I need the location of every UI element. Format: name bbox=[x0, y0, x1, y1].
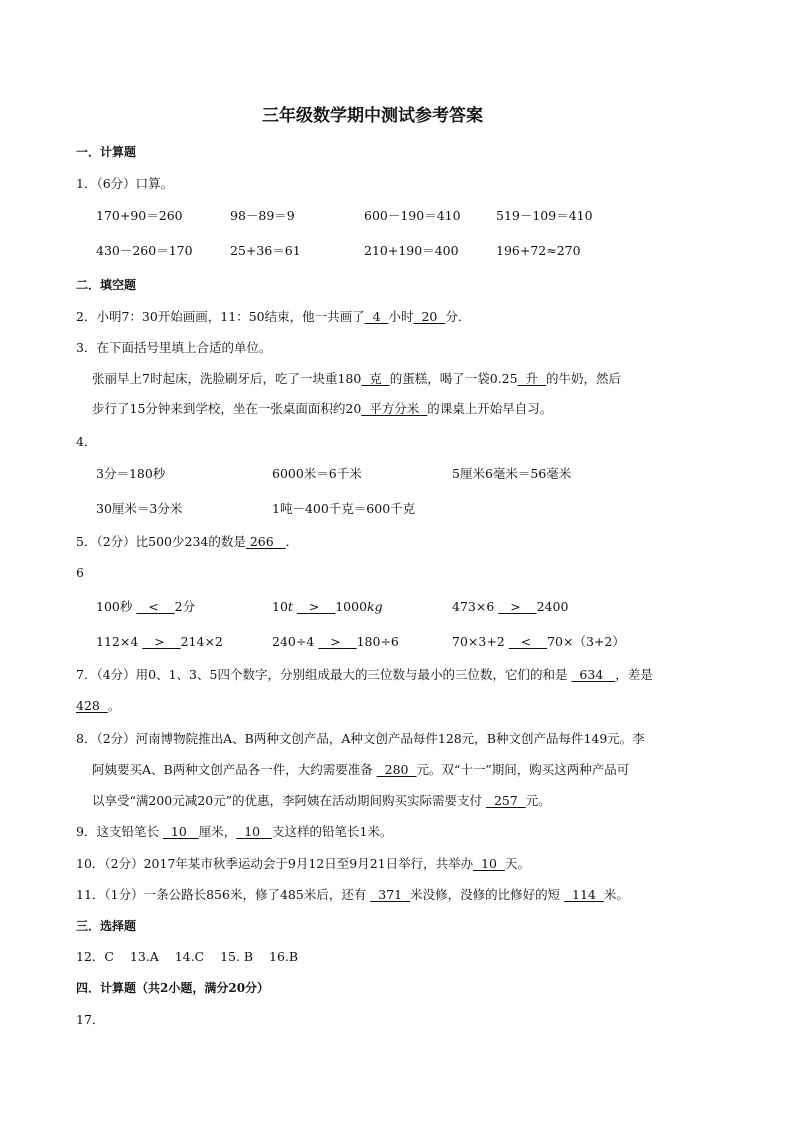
comparison-left: 100秒 bbox=[96, 599, 133, 614]
section-heading-multiple-choice: 三．选择题 bbox=[76, 919, 137, 933]
question-text: 天。 bbox=[504, 856, 530, 871]
question-text: 在下面括号里填上合适的单位。 bbox=[96, 340, 272, 355]
mental-math-item: 430－260＝170 bbox=[96, 243, 193, 258]
answer-value: < bbox=[520, 634, 532, 649]
choice-answer: 16.B bbox=[269, 949, 299, 964]
answer-blank bbox=[571, 667, 615, 682]
question-number: 12． bbox=[76, 949, 105, 964]
comparison-right: 214×2 bbox=[180, 634, 223, 649]
comparison-item bbox=[96, 636, 223, 649]
answer-blank bbox=[473, 856, 505, 871]
question-text: 厘米， bbox=[198, 824, 237, 839]
question-9 bbox=[76, 826, 393, 839]
unit-conversion-item: 30厘米＝3分米 bbox=[96, 501, 183, 516]
question-text: 张丽早上7时起床，洗脸刷牙后，吃了一块重180 bbox=[92, 371, 362, 386]
answer-value: > bbox=[510, 599, 521, 614]
question-3-line-1 bbox=[92, 373, 621, 386]
answer-value: > bbox=[330, 634, 341, 649]
section-heading-computation: 四．计算题（共2小题，满分20分） bbox=[76, 981, 270, 995]
choice-answer: 14.C bbox=[174, 949, 205, 964]
question-text: 小明7：30开始画画，11：50结束，他一共画了 bbox=[96, 309, 365, 324]
question-text: 元。 bbox=[525, 793, 551, 808]
unit-conversion-item: 5厘米6毫米＝56毫米 bbox=[452, 466, 572, 481]
answer-value: 634 bbox=[579, 667, 604, 682]
mental-math-item: 600－190＝410 bbox=[364, 208, 461, 223]
unit-conversion-item: 6000米＝6千米 bbox=[272, 466, 362, 481]
question-4-number: 4． bbox=[76, 434, 97, 449]
answer-value: 4 bbox=[372, 309, 381, 324]
answer-value: 371 bbox=[378, 887, 403, 902]
question-text: ，差是 bbox=[615, 667, 653, 682]
answer-blank bbox=[136, 599, 174, 614]
question-7-line-1 bbox=[76, 669, 653, 682]
comparison-left: 112×4 bbox=[96, 634, 139, 649]
question-10 bbox=[76, 858, 530, 871]
question-number: 3． bbox=[76, 340, 97, 355]
question-6-number: 6 bbox=[76, 565, 84, 580]
page-title: 三年级数学期中测试参考答案 bbox=[262, 106, 483, 126]
answer-blank bbox=[486, 793, 526, 808]
question-text: 小时 bbox=[388, 309, 414, 324]
question-number: 1． bbox=[76, 176, 97, 191]
question-text: 分． bbox=[445, 309, 471, 324]
question-3-line-2 bbox=[92, 403, 552, 416]
answer-value: 114 bbox=[572, 887, 596, 902]
question-number: 10． bbox=[76, 856, 105, 871]
answer-blank bbox=[142, 634, 180, 649]
section-heading-calculation: 一．计算题 bbox=[76, 145, 137, 159]
answer-value: 10 bbox=[244, 824, 261, 839]
question-text: （2分）比500少234的数是 bbox=[96, 534, 246, 549]
question-5 bbox=[76, 536, 298, 549]
question-text: 阿姨要买A、B两种文创产品各一件，大约需要准备 bbox=[92, 762, 373, 777]
answer-blank bbox=[414, 309, 446, 324]
comparison-right: 2400 bbox=[536, 599, 569, 614]
unit-conversion-item: 1吨－400千克＝600千克 bbox=[272, 501, 416, 516]
answer-value: 428 bbox=[76, 698, 100, 713]
question-8-line-3 bbox=[92, 795, 551, 808]
answer-value: 10 bbox=[481, 856, 497, 871]
answer-value: 257 bbox=[493, 793, 518, 808]
question-text: （2分）2017年某市秋季运动会于9月12日至9月21日举行，共举办 bbox=[104, 856, 474, 871]
comparison-item bbox=[96, 601, 195, 614]
question-17-number: 17． bbox=[76, 1012, 105, 1027]
comparison-right: 180÷6 bbox=[356, 634, 399, 649]
unit-symbol: t bbox=[287, 599, 293, 614]
mental-math-item: 25+36＝61 bbox=[230, 243, 301, 258]
question-text: （1分）一条公路长856米，修了485米后，还有 bbox=[104, 887, 367, 902]
mental-math-item: 170+90＝260 bbox=[96, 208, 183, 223]
question-7-line-2 bbox=[76, 700, 120, 713]
question-text: 。 bbox=[107, 698, 121, 713]
question-number: 7． bbox=[76, 667, 97, 682]
comparison-item bbox=[272, 601, 383, 614]
comparison-item bbox=[452, 601, 568, 614]
answer-blank bbox=[361, 371, 389, 386]
mental-math-item: 210+190＝400 bbox=[364, 243, 459, 258]
question-2 bbox=[76, 311, 470, 324]
unit-symbol: kg bbox=[367, 599, 383, 614]
comparison-item bbox=[452, 636, 625, 649]
answer-value: > bbox=[154, 634, 165, 649]
answer-blank bbox=[163, 824, 199, 839]
answer-blank bbox=[518, 371, 546, 386]
question-1-stem bbox=[76, 178, 173, 191]
mental-math-item: 196+72≈270 bbox=[496, 243, 581, 258]
answer-blank bbox=[509, 634, 547, 649]
answer-blank bbox=[236, 824, 272, 839]
answer-blank bbox=[246, 534, 286, 549]
answer-value: 克 bbox=[369, 371, 382, 386]
answer-blank bbox=[377, 762, 417, 777]
comparison-left: 240÷4 bbox=[272, 634, 315, 649]
answer-value: 升 bbox=[525, 371, 539, 386]
question-text: 这支铅笔长 bbox=[96, 824, 159, 839]
question-text: 支这样的铅笔长1米。 bbox=[272, 824, 393, 839]
comparison-left: 10 bbox=[272, 599, 288, 614]
answer-blank bbox=[498, 599, 536, 614]
question-text: ． bbox=[285, 534, 299, 549]
mental-math-item: 98－89＝9 bbox=[230, 208, 295, 223]
answer-value: 280 bbox=[384, 762, 409, 777]
answer-blank bbox=[365, 309, 389, 324]
answer-value: 10 bbox=[170, 824, 187, 839]
question-text: （6分）口算。 bbox=[96, 176, 174, 191]
answer-value: > bbox=[308, 599, 320, 614]
unit-conversion-item: 3分＝180秒 bbox=[96, 466, 166, 481]
question-number: 5． bbox=[76, 534, 97, 549]
section-heading-fill-in: 二．填空题 bbox=[76, 278, 137, 292]
answer-blank bbox=[297, 599, 335, 614]
question-text: 步行了15分钟来到学校，坐在一张桌面面积约20 bbox=[92, 401, 362, 416]
question-8-line-2 bbox=[92, 764, 629, 777]
question-text: （4分）用0、1、3、5四个数字，分别组成最大的三位数与最小的三位数，它们的和是 bbox=[96, 667, 568, 682]
mental-math-item: 519－109＝410 bbox=[496, 208, 593, 223]
answer-blank bbox=[76, 698, 108, 713]
choice-answers bbox=[76, 951, 298, 964]
question-text: 以享受“满200元减20元”的优惠，李阿姨在活动期间购买实际需要支付 bbox=[92, 793, 483, 808]
answer-blank bbox=[361, 401, 427, 416]
comparison-item bbox=[272, 636, 399, 649]
answer-blank bbox=[318, 634, 356, 649]
answer-value: < bbox=[148, 599, 159, 614]
question-3-stem bbox=[76, 342, 271, 355]
comparison-left: 70×3+2 bbox=[452, 634, 505, 649]
question-text: 的蛋糕，喝了一袋0.25 bbox=[389, 371, 518, 386]
answer-value: 266 bbox=[249, 534, 274, 549]
question-number: 11． bbox=[76, 887, 105, 902]
comparison-right: 70×（3+2） bbox=[547, 634, 625, 649]
choice-answer: 13.A bbox=[129, 949, 159, 964]
question-text: 米。 bbox=[603, 887, 629, 902]
question-11 bbox=[76, 889, 629, 902]
question-text: 米没修，没修的比修好的短 bbox=[410, 887, 561, 902]
comparison-right: 2分 bbox=[174, 599, 196, 614]
choice-answer: 15. B bbox=[220, 949, 254, 964]
answer-blank bbox=[564, 887, 604, 902]
question-text: 元。双“十一”期间，购买这两种产品可 bbox=[416, 762, 630, 777]
answer-blank bbox=[370, 887, 410, 902]
comparison-left: 473×6 bbox=[452, 599, 495, 614]
question-text: 的课桌上开始早自习。 bbox=[427, 401, 553, 416]
question-text: 的牛奶，然后 bbox=[546, 371, 622, 386]
question-8-line-1 bbox=[76, 733, 645, 746]
comparison-right: 1000 bbox=[335, 599, 368, 614]
answer-value: 20 bbox=[421, 309, 438, 324]
question-text: （2分）河南博物院推出A、B两种文创产品，A种文创产品每件128元，B种文创产品每件149元。李 bbox=[96, 731, 645, 746]
answer-value: 平方分米 bbox=[369, 401, 420, 416]
question-number: 8． bbox=[76, 731, 97, 746]
choice-answer: C bbox=[104, 949, 114, 964]
question-number: 2． bbox=[76, 309, 97, 324]
question-number: 9． bbox=[76, 824, 97, 839]
